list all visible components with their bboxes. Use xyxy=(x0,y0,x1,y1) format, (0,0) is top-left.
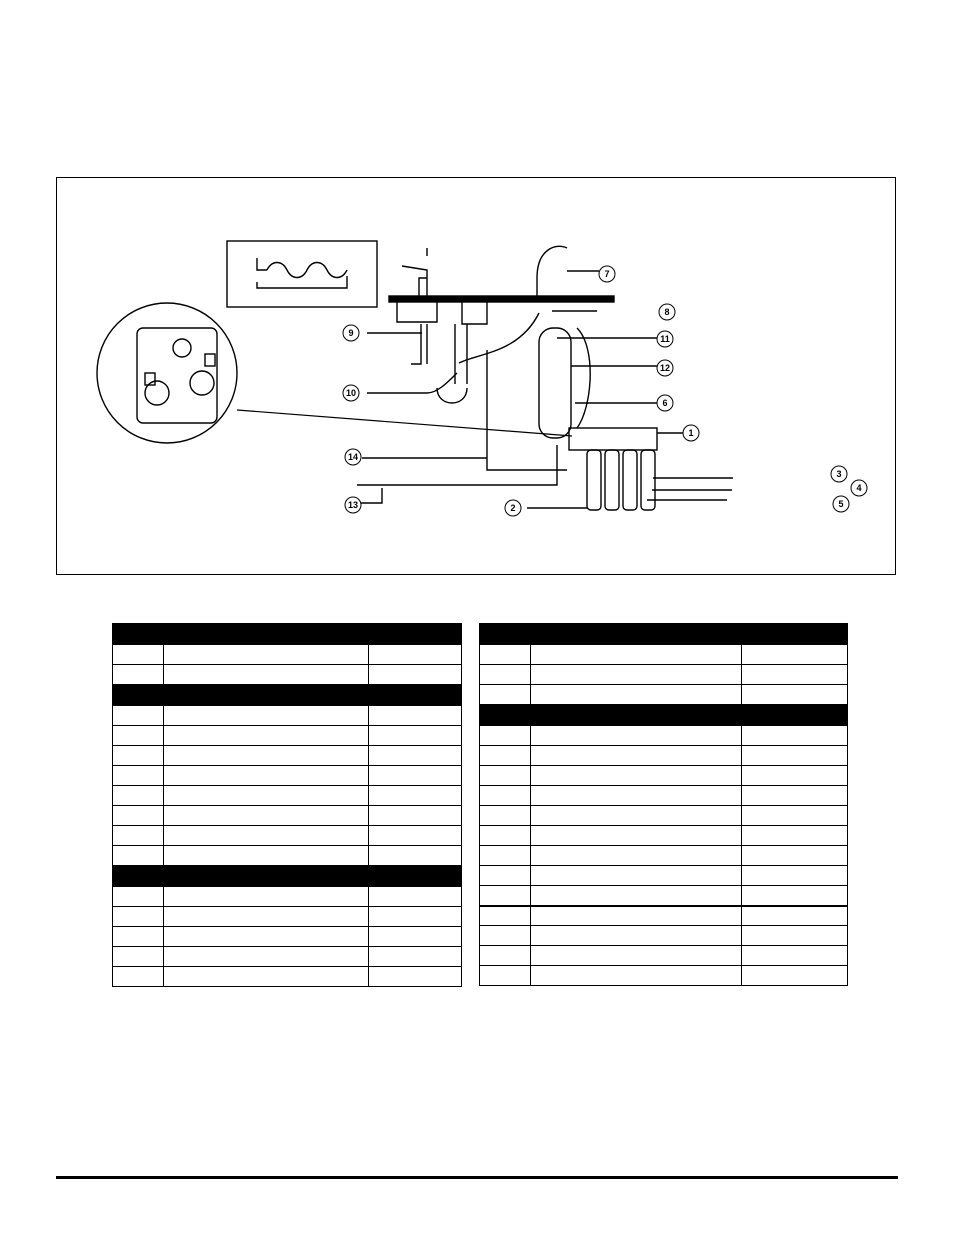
svg-text:10: 10 xyxy=(345,388,357,398)
drain-trap xyxy=(437,324,467,403)
table-row xyxy=(113,806,462,826)
table-section-header xyxy=(480,705,848,726)
callout-13 xyxy=(345,497,361,513)
svg-text:3: 3 xyxy=(836,469,842,479)
svg-text:7: 7 xyxy=(604,269,610,279)
callout-4 xyxy=(851,480,867,496)
inset-membrane-box xyxy=(227,241,377,307)
diagram-frame xyxy=(56,177,896,575)
filter-manifold xyxy=(569,428,657,450)
table-row xyxy=(480,766,848,786)
table-section-header xyxy=(480,624,848,645)
table-row xyxy=(113,887,462,907)
membrane-sketch xyxy=(257,258,347,278)
table-row xyxy=(113,907,462,927)
filter-canister-3 xyxy=(623,450,637,510)
parts-table-left xyxy=(112,623,462,987)
callout-3 xyxy=(831,466,847,482)
countertop xyxy=(389,296,614,302)
table-row xyxy=(480,846,848,866)
table-row xyxy=(480,946,848,966)
table-row xyxy=(113,706,462,726)
table-row xyxy=(480,886,848,906)
table-row xyxy=(113,947,462,967)
storage-tank xyxy=(539,328,571,438)
svg-text:8: 8 xyxy=(664,307,670,317)
svg-text:9: 9 xyxy=(348,328,354,338)
table-row xyxy=(480,866,848,886)
table-row xyxy=(113,786,462,806)
table-row xyxy=(113,645,462,665)
filter-canister-4 xyxy=(641,450,655,510)
table-row xyxy=(480,685,848,705)
table-row xyxy=(113,665,462,685)
table-row xyxy=(480,826,848,846)
table-row xyxy=(480,806,848,826)
table-row xyxy=(113,726,462,746)
callout-12 xyxy=(657,360,673,376)
parts-table-right xyxy=(479,623,848,986)
callout-6 xyxy=(657,395,673,411)
table-row xyxy=(480,906,848,926)
callout-2 xyxy=(505,500,521,516)
magnifier-circle xyxy=(97,303,237,443)
table-row xyxy=(480,746,848,766)
svg-text:5: 5 xyxy=(838,499,844,509)
ro-faucet xyxy=(537,246,567,296)
svg-text:12: 12 xyxy=(659,363,671,373)
table-row xyxy=(113,746,462,766)
callout-11 xyxy=(657,331,673,347)
table-row xyxy=(113,967,462,987)
table-row xyxy=(113,846,462,866)
table-section-header xyxy=(113,685,462,706)
table-row xyxy=(480,786,848,806)
table-row xyxy=(480,665,848,685)
svg-text:13: 13 xyxy=(347,500,359,510)
table-section-header xyxy=(113,866,462,887)
installation-diagram xyxy=(57,178,897,576)
svg-text:14: 14 xyxy=(347,452,359,462)
sink-faucet xyxy=(402,248,427,296)
filter-canister-2 xyxy=(605,450,619,510)
table-row xyxy=(480,926,848,946)
svg-text:6: 6 xyxy=(662,398,668,408)
callout-1 xyxy=(683,425,699,441)
callout-7 xyxy=(599,266,615,282)
table-section-header xyxy=(113,624,462,645)
footer-rule xyxy=(56,1176,898,1179)
svg-text:2: 2 xyxy=(510,503,516,513)
table-row xyxy=(113,927,462,947)
manifold-closeup xyxy=(137,328,217,423)
svg-text:4: 4 xyxy=(856,483,862,493)
table-row xyxy=(113,766,462,786)
table-row xyxy=(480,966,848,986)
callout-5 xyxy=(833,496,849,512)
callout-8 xyxy=(659,304,675,320)
svg-text:1: 1 xyxy=(688,428,694,438)
table-row xyxy=(480,645,848,665)
callout-10 xyxy=(343,385,359,401)
table-row xyxy=(480,726,848,746)
svg-text:11: 11 xyxy=(660,334,670,344)
callout-9 xyxy=(343,325,359,341)
table-row xyxy=(113,826,462,846)
filter-canister-1 xyxy=(587,450,601,510)
callout-14 xyxy=(345,449,361,465)
